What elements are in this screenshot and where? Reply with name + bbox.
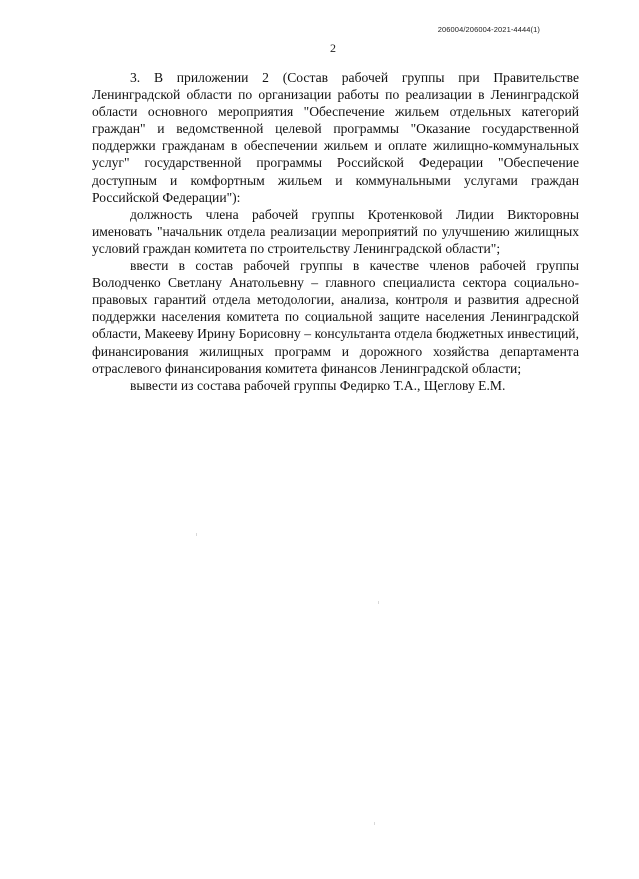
paragraph-add-members: ввести в состав рабочей группы в качестве членов рабочей группы Володченко Светлану Анатольевну – главного специалиста сектора социально-правовых гарантий отдела методологии, анализа, контроля и развития адресной поддержки населения комитета по социальной защите населения Ленинградской области, Макееву Ирину Борисовну – консультанта отдела бюджетных инвестиций, финансирования жилищных программ и дорожного хозяйства департамента отраслевого финансирования комитета финансов Ленинградской области; — [92, 258, 579, 376]
scan-speck — [378, 601, 379, 604]
page-number: 2 — [330, 41, 336, 55]
paragraph-section-3: 3. В приложении 2 (Состав рабочей группы при Правительстве Ленинградской области по организации работы по реализации в Ленинградской области основного мероприятия "Обеспечение жильем отдельных категорий граждан" и ведомственной целевой программы "Оказание государственной поддержки гражданам в обеспечении жильем и оплате жилищно-коммунальных услуг" государственной программы Российской Федерации "Обеспечение доступным и комфортным жильем и коммунальными услугами граждан Российской Федерации"): — [92, 70, 579, 205]
document-body — [92, 69, 579, 394]
paragraph-rename-position: должность члена рабочей группы Кротенковой Лидии Викторовны именовать "начальник отдела реализации мероприятий по улучшению жилищных условий граждан комитета по строительству Ленинградской области"; — [92, 206, 579, 256]
scan-speck — [196, 533, 197, 536]
scan-speck — [374, 822, 375, 825]
document-id: 206004/206004-2021-4444(1) — [437, 25, 540, 34]
paragraph-remove-members: вывести из состава рабочей группы Федирко Т.А., Щеглову Е.М. — [130, 377, 506, 393]
